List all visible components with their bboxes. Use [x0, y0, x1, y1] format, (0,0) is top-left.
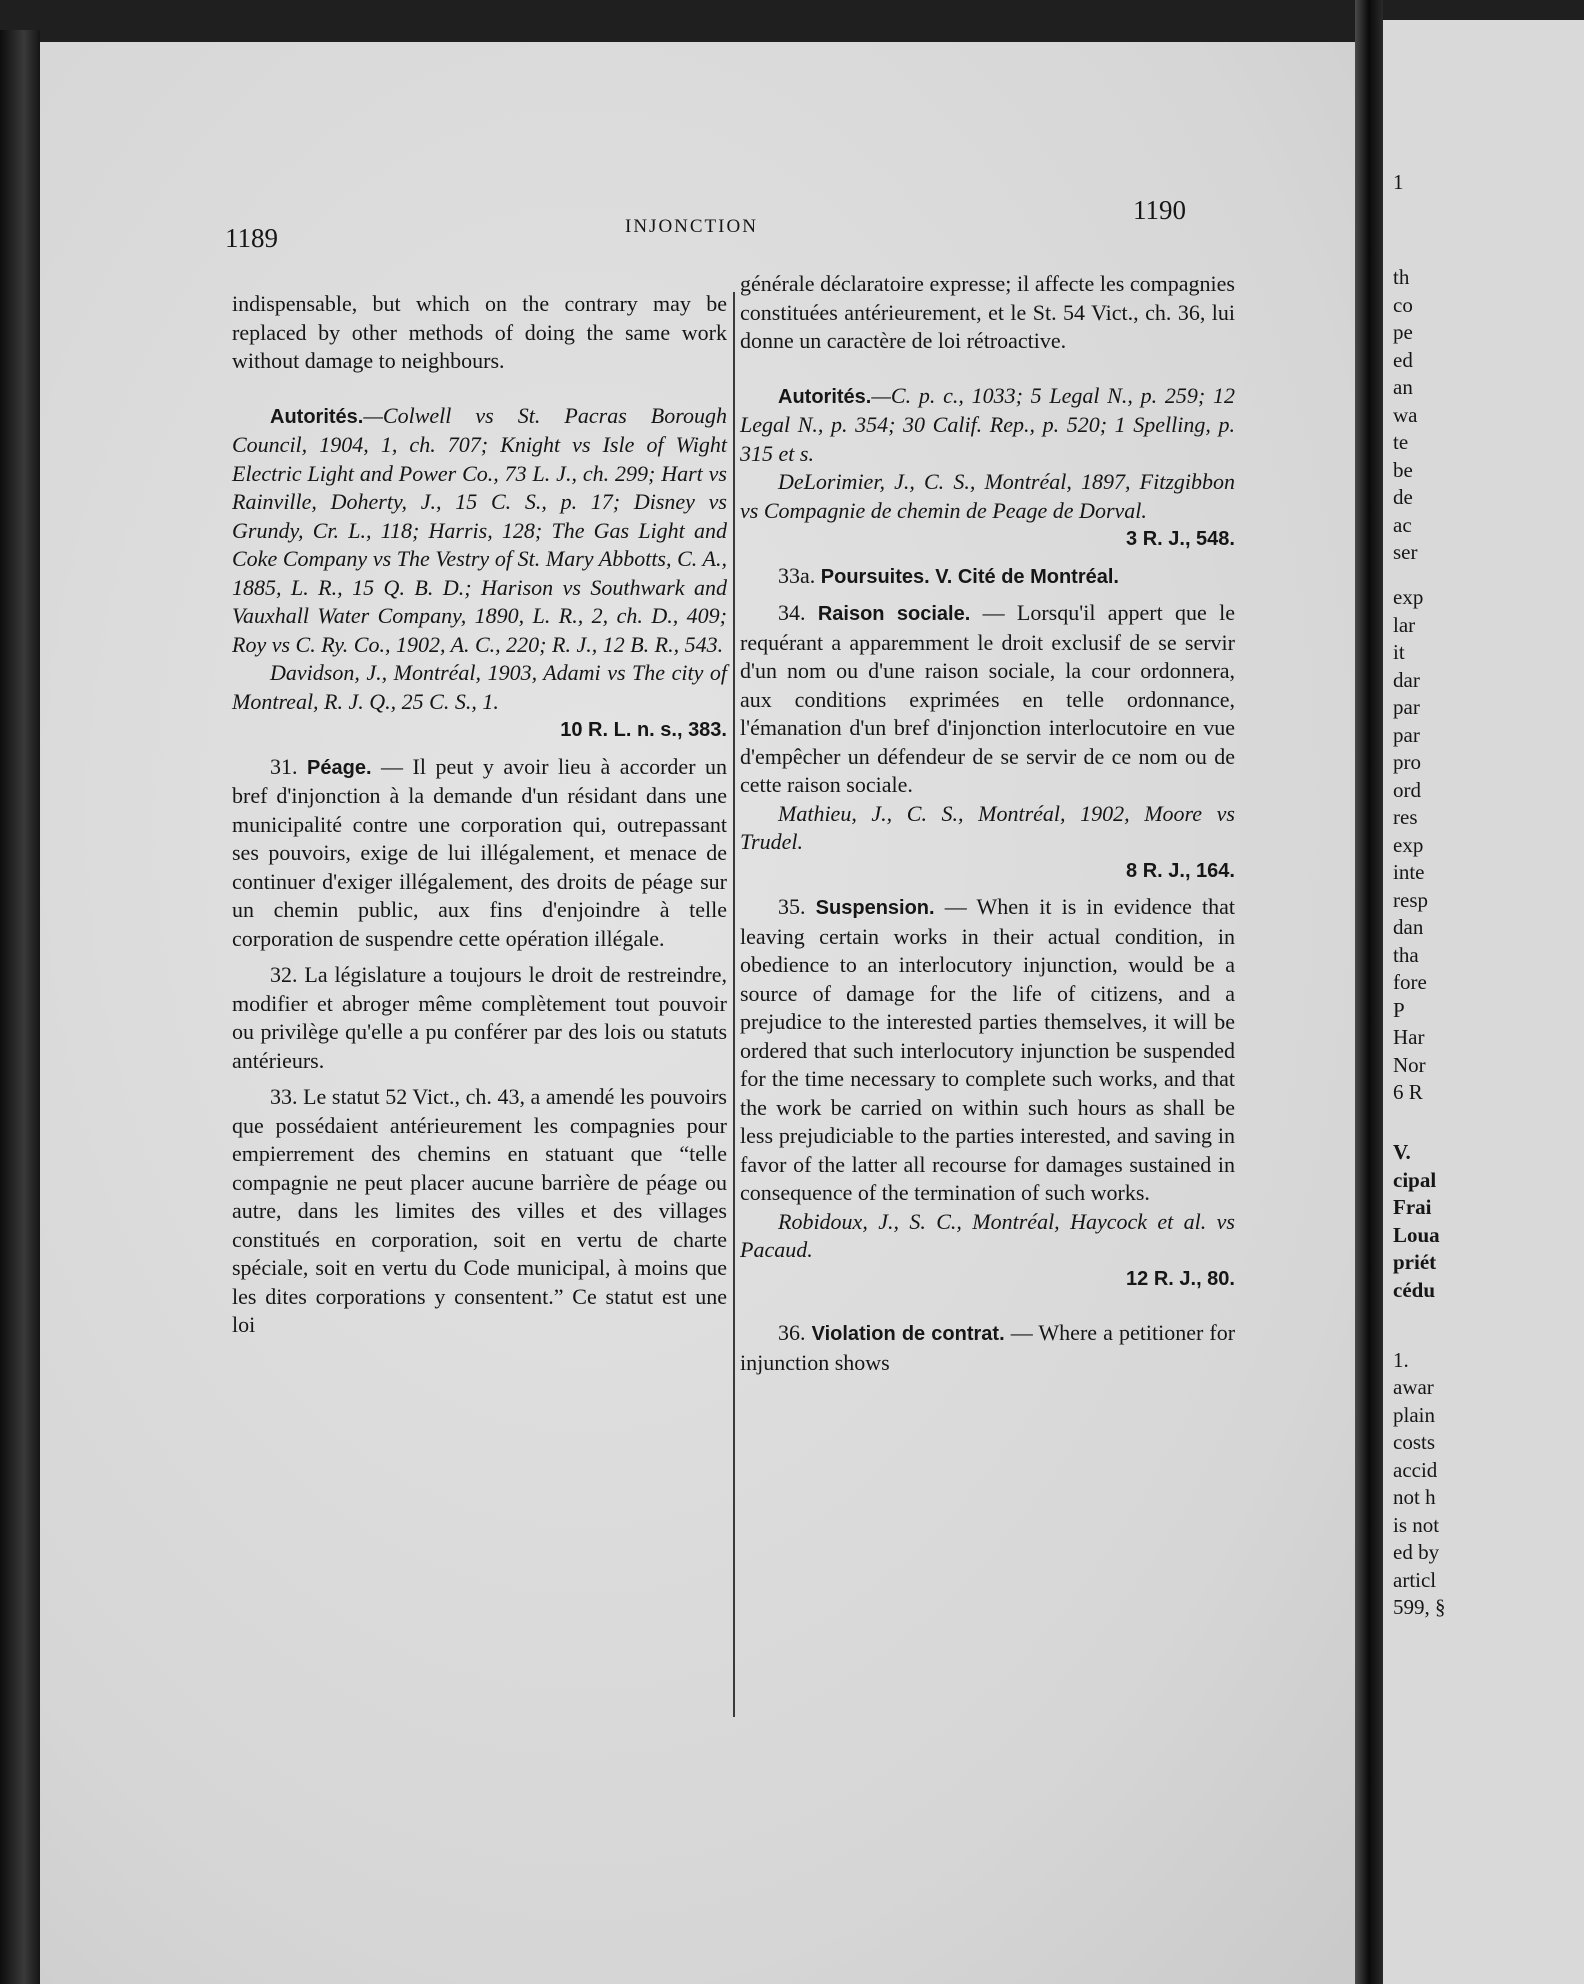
next-page-fragment: ser [1393, 540, 1418, 564]
next-page-fragment: dan [1393, 915, 1424, 939]
next-page-fragment: P [1393, 997, 1405, 1022]
section-title: Suspension. [815, 897, 935, 919]
next-page-fragment: not h [1393, 1485, 1436, 1509]
next-page-fragment: costs [1393, 1430, 1435, 1454]
case-citation: DeLorimier, J., C. S., Montréal, 1897, Fitzgibbon vs Compagnie de chemin de Peage de Dorval. [740, 469, 1235, 523]
section-text: — When it is in evidence that leaving certain works in their actual condition, in obedience to an interlocutory injunction, would be a source of damage for the life of citizens, and a prejudice to the interested parties themselves, it will be ordered that such interlocutory injunction be suspended for the time necessary to complete such works, and that the work be carried on within such hours as shall be less prejudiciable to the parties interested, and saving in favor of the latter all recourse for damages sustained in consequence of the termination of such works. [740, 894, 1236, 1205]
next-page-fragment: ed [1393, 347, 1413, 372]
next-page-fragment: ac [1393, 512, 1412, 537]
next-page-fragment: par [1393, 695, 1420, 719]
next-page-fragment: pro [1393, 750, 1421, 774]
authorities-label: Autorités. [778, 385, 872, 408]
section-35 [740, 893, 1235, 1208]
next-page-fragment: th [1393, 265, 1410, 289]
section-text: — Where a petitioner for injunction shows [740, 1320, 1236, 1375]
next-page-fragment: 6 R [1393, 1080, 1423, 1104]
section-33: 33. Le statut 52 Vict., ch. 43, a amendé les pouvoirs que possédaient antérieurement les compagnies pour empierrement des chemins en statuant que “telle compagnie ne peut placer aucune barrière de péage ou autre, dans les limites des villes et des villages constitués en corporation, soit en vertu de charte spéciale, soit en vertu du Code municipal, à moins que les dites corporations y consentent.” Ce statut est une loi [232, 1084, 727, 1337]
book-gutter [1355, 0, 1383, 1984]
next-page-fragment: be [1393, 457, 1413, 482]
section-number: 35. [778, 894, 806, 919]
report-reference: 10 R. L. n. s., 383. [560, 719, 727, 741]
column-rule [733, 292, 735, 1717]
section-number: 34. [778, 600, 806, 625]
next-page-fragment: exp [1393, 585, 1424, 609]
page-number-left: 1189 [225, 223, 278, 253]
next-page-fragment: ed by [1393, 1540, 1440, 1564]
paragraph-continuation: indispensable, but which on the contrary may be replaced by other methods of doing the same work without damage to neighbours. [232, 291, 727, 373]
next-page-fragment: co [1393, 292, 1413, 317]
case-citation: Robidoux, J., S. C., Montréal, Haycock et al. vs Pacaud. [740, 1208, 1235, 1262]
next-page-fragment: cipal [1393, 1167, 1437, 1192]
next-page-fragment: lar [1393, 612, 1416, 637]
section-title: Raison sociale. [817, 603, 971, 625]
next-page-fragment: plain [1393, 1402, 1435, 1427]
next-page-fragment: cédu [1393, 1277, 1435, 1302]
next-page-fragment: pe [1393, 320, 1413, 344]
next-page-fragment: exp [1393, 832, 1424, 857]
authorities-text: —C. p. c., 1033; 5 Legal N., p. 259; 12 Legal N., p. 354; 30 Calif. Rep., p. 520; 1 Spelling, p. 315 et s. [740, 382, 1235, 466]
section-text: — Lorsqu'il appert que le requérant a apparemment le droit exclusif de se servir d'un nom ou d'une raison sociale, la cour ordonnera, aux conditions exprimées en telle ordonnance, l'émanation d'un bref d'injonction interlocutoire en vue d'empêcher un défendeur de se servir de ce nom ou de cette raison sociale. [740, 600, 1236, 797]
next-page-fragment: par [1393, 722, 1420, 747]
right-column [740, 270, 1235, 1377]
next-page-fragment: priét [1393, 1250, 1437, 1274]
next-page-fragment: wa [1393, 402, 1418, 427]
section-34 [740, 599, 1235, 800]
page-number-right: 1190 [1133, 195, 1186, 225]
next-page-fragment: an [1393, 375, 1413, 399]
report-reference: 3 R. J., 548. [1126, 528, 1235, 550]
paragraph-continuation: générale déclaratoire expresse; il affecte les compagnies constituées antérieurement, et le St. 54 Vict., ch. 36, lui donne un caractère de loi rétroactive. [740, 271, 1235, 353]
next-page-fragment: Har [1393, 1025, 1425, 1049]
next-page-fragment: 1. [1393, 1347, 1409, 1372]
section-32: 32. La législature a toujours le droit de restreindre, modifier et abroger même complètement tout pouvoir ou privilège qu'elle a pu conférer par des lois ou statuts antérieurs. [232, 962, 727, 1073]
next-page-fragment: accid [1393, 1457, 1438, 1482]
running-head: INJONCTION [625, 216, 758, 237]
report-reference: 12 R. J., 80. [1126, 1267, 1235, 1290]
section-number: 31. [270, 753, 298, 779]
next-page-fragment: it [1393, 640, 1405, 664]
next-page-fragment: dar [1393, 667, 1420, 692]
next-page-fragment: awar [1393, 1375, 1434, 1399]
section-31 [232, 753, 727, 954]
next-page-fragment: Nor [1393, 1052, 1426, 1077]
section-33a [740, 562, 1235, 592]
authorities-label: Autorités. [270, 405, 364, 428]
section-title: Péage. [307, 756, 372, 779]
next-page-fragment: 599, § [1393, 1595, 1446, 1619]
next-page-fragment: tha [1393, 942, 1419, 967]
section-number: 36. [778, 1320, 806, 1345]
left-column [232, 290, 727, 1340]
next-page-fragment: de [1393, 485, 1413, 509]
next-page-fragment: inte [1393, 860, 1425, 884]
section-number: 33a. [778, 562, 816, 588]
section-title: Violation de contrat. [811, 1323, 1005, 1345]
authorities-paragraph [740, 382, 1235, 469]
case-citation: Mathieu, J., C. S., Montréal, 1902, Moore vs Trudel. [740, 800, 1235, 854]
next-page-fragment: articl [1393, 1567, 1437, 1592]
authorities-text: —Colwell vs St. Pacras Borough Council, 1904, 1, ch. 707; Knight vs Isle of Wight Electric Light and Power Co., 73 L. J., ch. 299; Hart vs Rainville, Doherty, J., 15 C. S., p. 17; Disney vs Grundy, Cr. L., 118; Harris, 128; The Gas Light and Coke Company vs The Vestry of St. Mary Abbotts, C. A., 1885, L. R., 15 Q. B. D.; Harison vs Southwark and Vauxhall Water Company, 1890, L. R., 2, ch. D., 409; Roy vs C. Ry. Co., 1902, A. C., 220; R. J., 12 B. R., 543. [232, 402, 727, 657]
book-edge [0, 30, 40, 1984]
next-page-fragment: ord [1393, 777, 1421, 802]
next-page-fragment: Frai [1393, 1195, 1432, 1219]
next-page-fragment: resp [1393, 887, 1428, 912]
case-citation: Davidson, J., Montréal, 1903, Adami vs The city of Montreal, R. J. Q., 25 C. S., 1. [232, 660, 727, 714]
report-reference: 8 R. J., 164. [1126, 859, 1235, 882]
section-text: Poursuites. V. Cité de Montréal. [820, 565, 1119, 588]
next-page-fragment: is not [1393, 1512, 1440, 1537]
next-page-fragment: Loua [1393, 1222, 1440, 1247]
next-page-fragment: res [1393, 805, 1418, 829]
section-36 [740, 1319, 1235, 1377]
next-page-fragment: fore [1393, 970, 1427, 994]
next-page-edge [1383, 20, 1584, 1984]
next-page-fragment: te [1393, 430, 1409, 454]
next-page-fragment: 1 [1393, 170, 1404, 194]
next-page-fragment: V. [1393, 1140, 1411, 1164]
section-text: — Il peut y avoir lieu à accorder un bref d'injonction à la demande d'un résidant dans une municipalité contre une corporation qui, outrepassant ses pouvoirs, exige de lui illégalement, et menace de continuer d'exiger illégalement, des droits de péage sur un chemin public, aux fins d'enjoindre à telle corporation de suspendre cette opération illégale. [232, 753, 728, 951]
authorities-paragraph [232, 402, 727, 660]
